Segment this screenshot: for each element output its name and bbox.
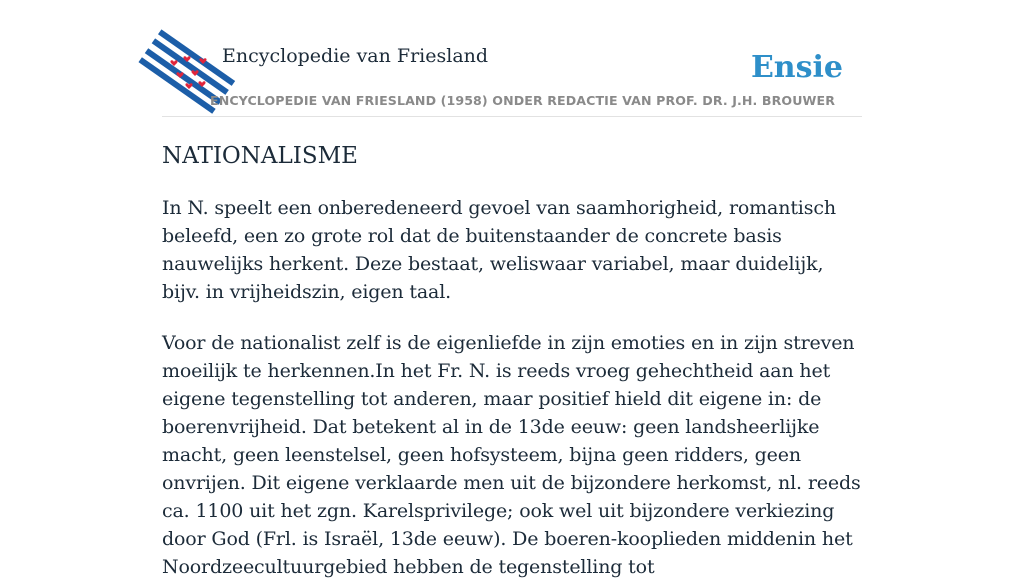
- ensie-brand-link[interactable]: Ensie: [750, 50, 843, 85]
- entry-paragraph: In N. speelt een onberedeneerd gevoel van saamhorigheid, romantisch beleefd, een zo grote rol dat de buitenstaander de concrete basis nauwelijks herkent. Deze bestaat, weliswaar variabel, maar duidelijk, bijv. in vrijheidszin, eigen taal.: [162, 197, 836, 303]
- entry-paragraph: Voor de nationalist zelf is de eigenliefde in zijn emoties en in zijn streven moeilijk te herkennen.In het Fr. N. is reeds vroeg gehechtheid aan het eigene tegenstelling tot anderen, maar positief hield dit eigene in: de boerenvrijheid. Dat betekent al in de 13de eeuw: geen landsheerlijke macht, geen leenstelsel, geen hofsysteem, bijna geen ridders, geen onvrijen. Dit eigene verklaarde men uit de bijzondere herkomst, nl. reeds ca. 1100 uit het zgn. Karelsprivilege; ook wel uit bijzondere verkiezing door God (Frl. is Israël, 13de eeuw). De boeren-kooplieden middenin het Noordzeecultuurgebied hebben de tegenstelling tot: [162, 332, 861, 578]
- entry-body: [162, 194, 862, 581]
- site-title-link[interactable]: Encyclopedie van Friesland: [222, 45, 489, 67]
- frisian-flag-icon[interactable]: [162, 47, 210, 95]
- encyclopedia-subtitle: ENCYCLOPEDIE VAN FRIESLAND (1958) ONDER REDACTIE VAN PROF. DR. J.H. BROUWER: [210, 93, 836, 108]
- entry-title: NATIONALISME: [162, 143, 358, 169]
- page-container: [162, 0, 862, 581]
- site-header: [162, 0, 862, 117]
